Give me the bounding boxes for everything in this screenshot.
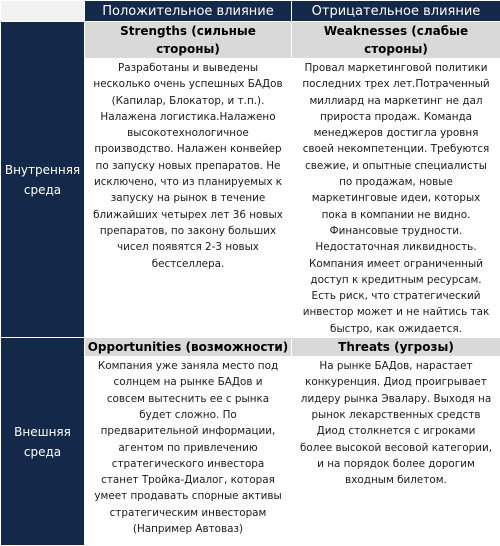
threats-cell [292,338,500,546]
header-positive: Положительное влияние [85,1,292,22]
weaknesses-title: Weaknesses (слабые стороны) [292,22,500,58]
opportunities-text: Компания уже заняла место под солнцем на рынке БАДов и совсем вытеснить ее с рынка будет сложно. По предварительной информации, агентом по привлечению стратегического инвестора станет Тройка-Диалог, которая умеет продавать спорные активы стратегическим инвесторам (Например Автоваз) [85,356,291,537]
row-label-external: Внешняя среда [1,338,85,546]
opportunities-cell [85,338,292,546]
corner-cell [1,1,85,22]
threats-text: На рынке БАДов, нарастает конкуренция. Диод проигрывает лидеру рынка Эвалару. Выходя на рынок лекарственных средств Диод столкнется с игроками более высокой весовой категории, и на порядок более дорогим входным билетом. [292,356,500,488]
row-label-internal: Внутренняя среда [1,22,85,338]
header-negative: Отрицательное влияние [292,1,500,22]
strengths-cell [85,22,292,338]
strengths-text: Разработаны и выведены несколько очень успешных БАДов (Капилар, Блокатор, и т.п.). Налажена логистика.Налажено высокотехнологичное производство. Налажен конвейер по запуску новых препаратов. Не исключено, что из планируемых к запуску на рынок в течение ближайших четырех лет 36 новых препаратов, по закону больших чисел появятся 2-3 новых бестселлера. [85,58,291,272]
threats-title: Threats (угрозы) [292,338,500,356]
opportunities-title: Opportunities (возможности) [85,338,291,356]
weaknesses-cell [292,22,500,338]
weaknesses-text: Провал маркетинговой политики последних трех лет.Потраченный миллиард на маркетинг не дал прироста продаж. Команда менеджеров достигла уровня своей некомпетенции. Требуются свежие, и опытные специалисты по продажам, новые маркетинговые идеи, которых пока в компании не видно. Финансовые трудности. Недостаточная ликвидность. Компания имеет ограниченный доступ к кредитным ресурсам. Есть риск, что стратегический инвестор может и не найтись так быстро, как ожидается. [292,58,500,337]
strengths-title: Strengths (сильные стороны) [85,22,291,58]
